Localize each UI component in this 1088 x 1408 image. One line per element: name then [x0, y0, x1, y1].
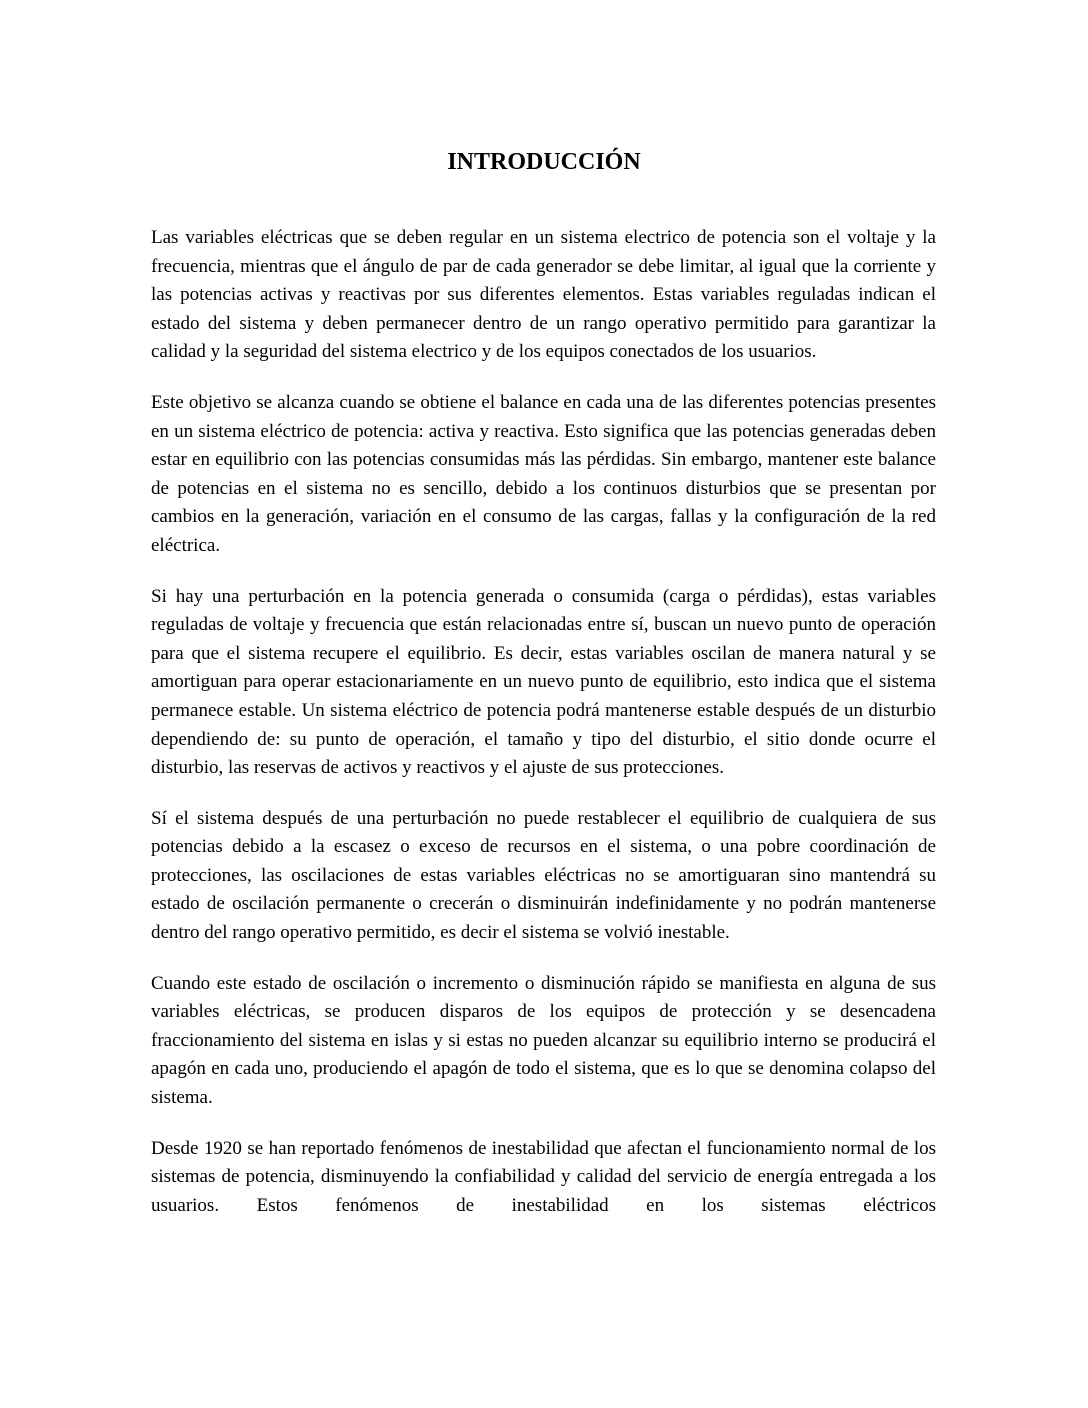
page-title: INTRODUCCIÓN [447, 149, 641, 175]
paragraph-5: Cuando este estado de oscilación o incremento o disminución rápido se manifiesta en alguna de sus variables eléctricas, se producen disparos de los equipos de protección y se desencadena fraccionamiento del sistema en islas y si estas no pueden alcanzar su equilibrio interno se producirá el apagón en cada uno, produciendo el apagón de todo el sistema, que es lo que se denomina colapso del sistema. [151, 972, 936, 1109]
document-body [151, 224, 936, 1242]
paragraph-3: Si hay una perturbación en la potencia generada o consumida (carga o pérdidas), estas variables reguladas de voltaje y frecuencia que están relacionadas entre sí, buscan un nuevo punto de operación para que el sistema recupere el equilibrio. Es decir, estas variables oscilan de manera natural y se amortiguan para operar estacionariamente en un nuevo punto de equilibrio, esto indica que el sistema permanece estable. Un sistema eléctrico de potencia podrá mantenerse estable después de un disturbio dependiendo de: su punto de operación, el tamaño y tipo del disturbio, el sitio donde ocurre el disturbio, las reservas de activos y reactivos y el ajuste de sus protecciones. [151, 585, 936, 779]
paragraph-2: Este objetivo se alcanza cuando se obtiene el balance en cada una de las diferentes potencias presentes en un sistema eléctrico de potencia: activa y reactiva. Esto significa que las potencias generadas deben estar en equilibrio con las potencias consumidas más las pérdidas. Sin embargo, mantener este balance de potencias en el sistema no es sencillo, debido a los continuos disturbios que se presentan por cambios en la generación, variación en el consumo de las cargas, fallas y la configuración de la red eléctrica. [151, 391, 936, 556]
paragraph-4: Sí el sistema después de una perturbación no puede restablecer el equilibrio de cualquiera de sus potencias debido a la escasez o exceso de recursos en el sistema, o una pobre coordinación de protecciones, las oscilaciones de estas variables eléctricas no se amortiguaran sino mantendrá su estado de oscilación permanente o crecerán o disminuirán indefinidamente y no podrán mantenerse dentro del rango operativo permitido, es decir el sistema se volvió inestable. [151, 807, 936, 944]
paragraph-6: Desde 1920 se han reportado fenómenos de inestabilidad que afectan el funcionamiento normal de los sistemas de potencia, disminuyendo la confiabilidad y calidad del servicio de energía entregada a los usuarios. Estos fenómenos de inestabilidad en los sistemas eléctricos [151, 1137, 936, 1216]
paragraph-1: Las variables eléctricas que se deben regular en un sistema electrico de potencia son el voltaje y la frecuencia, mientras que el ángulo de par de cada generador se debe limitar, al igual que la corriente y las potencias activas y reactivas por sus diferentes elementos. Estas variables reguladas indican el estado del sistema y deben permanecer dentro de un rango operativo permitido para garantizar la calidad y la seguridad del sistema electrico y de los equipos conectados de los usuarios. [151, 227, 936, 363]
